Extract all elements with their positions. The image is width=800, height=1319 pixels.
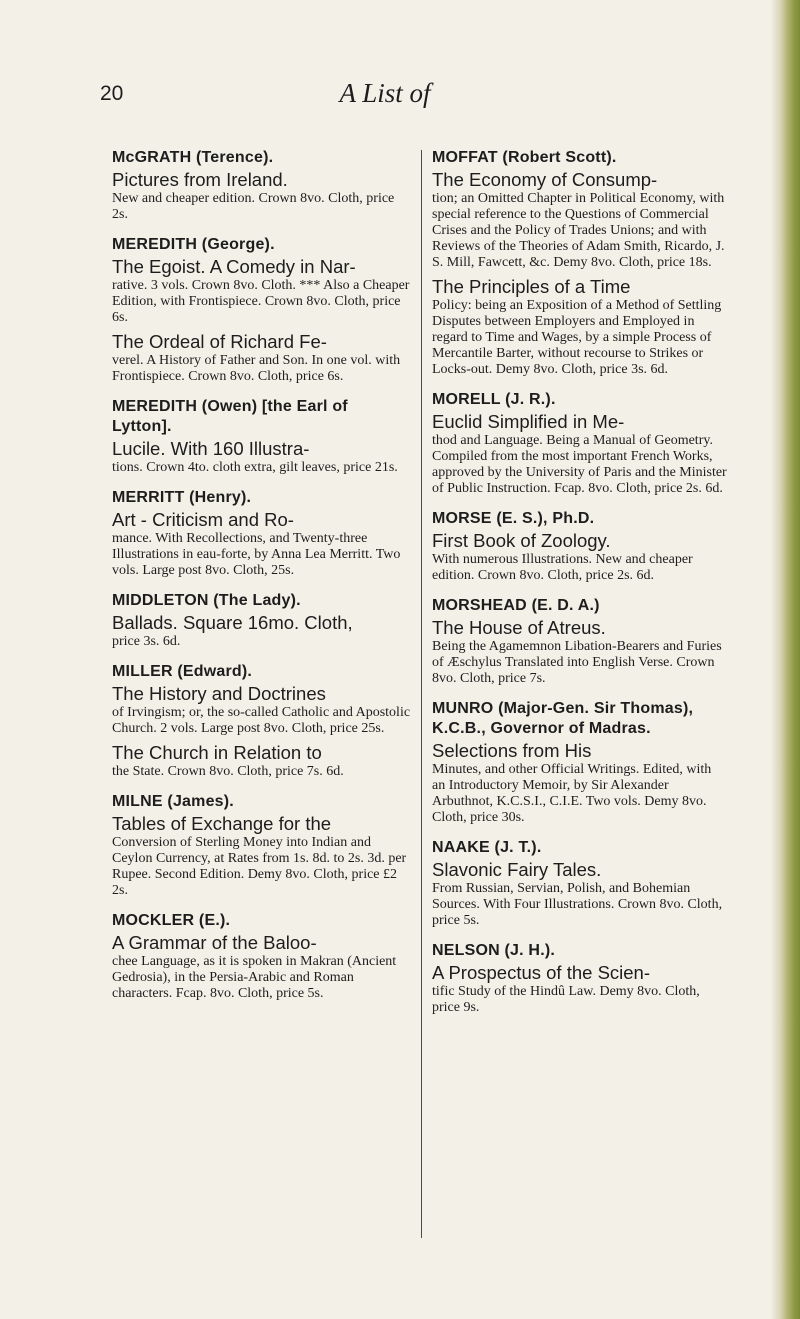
author-heading: MOCKLER (E.).: [112, 912, 231, 929]
book-item: [112, 438, 412, 476]
book-description: From Russian, Servian, Polish, and Bohemian Sources. With Four Illustrations. Crown 8vo. Cloth, price 5s.: [432, 881, 723, 928]
catalogue-entry: [432, 596, 727, 687]
author-heading: MORELL (J. R.).: [432, 391, 556, 408]
right-column: [432, 148, 727, 1028]
book-item: [112, 169, 412, 223]
book-description: of Irvingism; or, the so-called Catholic and Apostolic Church. 2 vols. Large post 8vo. Cloth, price 25s.: [112, 705, 411, 736]
book-item: [432, 276, 727, 378]
book-title: A Grammar of the Baloo-: [112, 932, 317, 953]
catalogue-entry: [112, 488, 412, 579]
book-title: The Principles of a Time: [432, 276, 631, 297]
book-title: Pictures from Ireland.: [112, 169, 288, 190]
book-description: Policy: being an Exposition of a Method of Settling Disputes between Employers and Employed in regard to Time and Wages, by a simple Process of Mercantile Barter, without recourse to Strikes or Locks-out. Demy 8vo. Cloth, price 3s. 6d.: [432, 298, 722, 377]
book-description: the State. Crown 8vo. Cloth, price 7s. 6d.: [112, 764, 344, 779]
book-description: mance. With Recollections, and Twenty-three Illustrations in eau-forte, by Anna Lea Merritt. Two vols. Large post 8vo. Cloth, 25s.: [112, 531, 401, 578]
book-item: [112, 932, 412, 1002]
catalogue-entry: [432, 390, 727, 497]
book-description: verel. A History of Father and Son. In one vol. with Frontispiece. Crown 8vo. Cloth, price 6s.: [112, 353, 401, 384]
catalogue-entry: [112, 235, 412, 385]
book-title: The Ordeal of Richard Fe-: [112, 331, 327, 352]
author-heading: MEREDITH (George).: [112, 236, 275, 253]
author-heading: MILLER (Edward).: [112, 663, 253, 680]
book-item: [112, 612, 412, 650]
author-heading: MORSE (E. S.), Ph.D.: [432, 510, 595, 527]
book-title: The Economy of Consump-: [432, 169, 658, 190]
catalogue-entry: [112, 148, 412, 223]
book-title: Euclid Simplified in Me-: [432, 411, 625, 432]
book-item: [112, 742, 412, 780]
author-heading: NAAKE (J. T.).: [432, 839, 542, 856]
book-item: [432, 740, 727, 826]
book-item: [432, 962, 727, 1016]
author-heading: NELSON (J. H.).: [432, 942, 556, 959]
catalogue-entry: [112, 792, 412, 899]
catalogue-entry: [112, 591, 412, 650]
book-item: [112, 813, 412, 899]
author-heading: MEREDITH (Owen) [the Earl of Lytton].: [112, 398, 348, 435]
page-number: 20: [100, 82, 124, 105]
author-heading: McGRATH (Terence).: [112, 149, 274, 166]
book-description: tion; an Omitted Chapter in Political Economy, with special reference to the Questions of Commercial Crises and the Policy of Trades Unions; and with Reviews of the Theories of Adam Smith, Ricardo, J. S. Mill, Fawcett, &c. Demy 8vo. Cloth, price 18s.: [432, 191, 725, 270]
book-title: A Prospectus of the Scien-: [432, 962, 651, 983]
author-heading: MOFFAT (Robert Scott).: [432, 149, 617, 166]
book-description: Minutes, and other Official Writings. Edited, with an Introductory Memoir, by Sir Alexander Arbuthnot, K.C.S.I., C.I.E. Two vols. Demy 8vo. Cloth, price 30s.: [432, 762, 712, 825]
book-item: [432, 169, 727, 271]
column-divider: [421, 150, 422, 1238]
running-title: A List of: [339, 78, 431, 108]
catalogue-entry: [112, 397, 412, 476]
book-item: [432, 859, 727, 929]
book-title: The History and Doctrines: [112, 683, 326, 704]
book-description: tions. Crown 4to. cloth extra, gilt leaves, price 21s.: [112, 460, 398, 475]
book-description: Conversion of Sterling Money into Indian and Ceylon Currency, at Rates from 1s. 8d. to 2s. 3d. per Rupee. Second Edition. Demy 8vo. Cloth, price £2 2s.: [112, 835, 407, 898]
author-heading: MERRITT (Henry).: [112, 489, 252, 506]
catalogue-entry: [432, 838, 727, 929]
book-title: The Church in Relation to: [112, 742, 322, 763]
book-description: tific Study of the Hindû Law. Demy 8vo. Cloth, price 9s.: [432, 984, 700, 1015]
catalogue-entry: [432, 148, 727, 378]
author-heading: MORSHEAD (E. D. A.): [432, 597, 600, 614]
book-title: First Book of Zoology.: [432, 530, 611, 551]
book-description: thod and Language. Being a Manual of Geometry. Compiled from the most important French Works, approved by the University of Paris and the Minister of Public Instruction. Fcap. 8vo. Cloth, price 2s. 6d.: [432, 433, 727, 496]
author-heading: MIDDLETON (The Lady).: [112, 592, 301, 609]
book-title: Art - Criticism and Ro-: [112, 509, 294, 530]
author-heading: MILNE (James).: [112, 793, 234, 810]
book-item: [112, 509, 412, 579]
author-heading: MUNRO (Major-Gen. Sir Thomas), K.C.B., Governor of Madras.: [432, 700, 694, 737]
catalogue-entry: [112, 911, 412, 1002]
left-column: [112, 148, 412, 1014]
book-title: The Egoist. A Comedy in Nar-: [112, 256, 356, 277]
catalogue-entry: [432, 509, 727, 584]
book-description: New and cheaper edition. Crown 8vo. Cloth, price 2s.: [112, 191, 395, 222]
book-title: Tables of Exchange for the: [112, 813, 332, 834]
book-description: rative. 3 vols. Crown 8vo. Cloth. *** Also a Cheaper Edition, with Frontispiece. Crown 8vo. Cloth, price 6s.: [112, 278, 410, 325]
book-item: [112, 331, 412, 385]
book-title: The House of Atreus.: [432, 617, 606, 638]
book-title: Lucile. With 160 Illustra-: [112, 438, 310, 459]
book-description: Being the Agamemnon Libation-Bearers and Furies of Æschylus Translated into English Verse. Crown 8vo. Cloth, price 7s.: [432, 639, 722, 686]
book-description: price 3s. 6d.: [112, 634, 181, 649]
page-edge-shading: [770, 0, 800, 1319]
catalogue-entry: [432, 699, 727, 826]
book-title: Selections from His: [432, 740, 592, 761]
page-header: [0, 78, 770, 118]
book-item: [112, 683, 412, 737]
book-description: With numerous Illustrations. New and cheaper edition. Crown 8vo. Cloth, price 2s. 6d.: [432, 552, 693, 583]
book-item: [432, 530, 727, 584]
book-item: [432, 411, 727, 497]
book-description: chee Language, as it is spoken in Makran (Ancient Gedrosia), in the Persia-Arabic and Roman characters. Fcap. 8vo. Cloth, price 5s.: [112, 954, 397, 1001]
book-item: [432, 617, 727, 687]
book-item: [112, 256, 412, 326]
book-title: Slavonic Fairy Tales.: [432, 859, 602, 880]
catalogue-entry: [432, 941, 727, 1016]
catalogue-entry: [112, 662, 412, 780]
book-title: Ballads. Square 16mo. Cloth,: [112, 612, 353, 633]
